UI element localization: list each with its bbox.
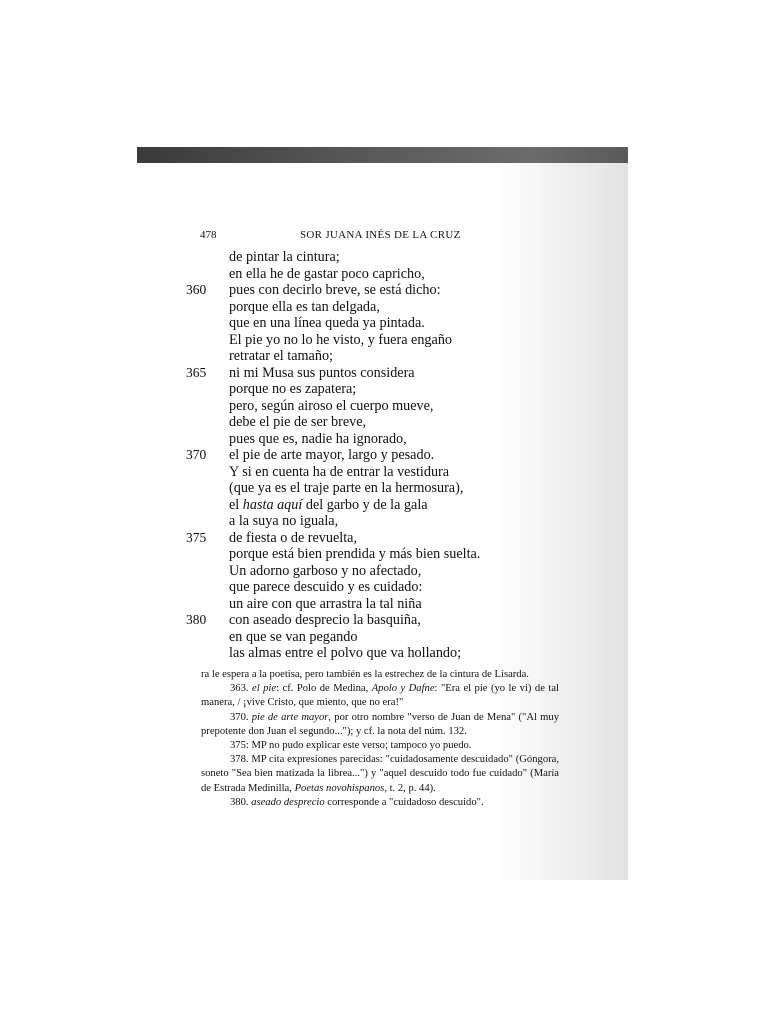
line-text: [229, 497, 428, 514]
verse-line: [0, 447, 768, 464]
line-text: debe el pie de ser breve,: [229, 414, 367, 430]
line-text: de fiesta o de revuelta,: [229, 529, 358, 546]
line-text: en que se van pegando: [229, 628, 358, 645]
line-text: porque ella es tan delgada,: [229, 298, 380, 315]
verse-line: [0, 530, 768, 547]
verse-line: [0, 579, 768, 596]
footnote-375: 375: MP no pudo explicar este verso; tampoco yo puedo.: [230, 740, 472, 752]
line-text: pues con decirlo breve, se está dicho:: [229, 282, 441, 298]
verse-line: [0, 513, 768, 530]
line-text: pero, según airoso el cuerpo mueve,: [229, 397, 434, 414]
verse-line: [0, 266, 768, 283]
line-number: 370: [186, 447, 207, 462]
verse-line: [0, 332, 768, 349]
line-text: de pintar la cintura;: [229, 249, 340, 265]
verse-line: [0, 431, 768, 448]
line-text: porque no es zapatera;: [229, 381, 357, 397]
footnote-370: 370. pie de arte mayor, por otro nombre "verso de Juan de Mena" ("Al muy prepotente don Juan el segundo..."); y cf. la nota del núm. 132.: [201, 711, 560, 737]
verse-line: [0, 365, 768, 382]
line-text: que en una línea queda ya pintada.: [229, 315, 425, 331]
line-text-part: el: [229, 496, 243, 513]
verse-line: [0, 612, 768, 629]
verse-line: [0, 299, 768, 316]
verse-line: [0, 282, 768, 299]
verse-line: [0, 563, 768, 580]
verse-line: [0, 414, 768, 431]
footnote-378: 378. MP cita expresiones parecidas: "cuidadosamente descuidado" (Góngora, soneto "Sea bien matizada la librea...") y "aquel descuido todo fue cuidado" (María de Estrada Medinilla, Poetas novohispanos, t. 2, p. 44).: [201, 754, 559, 794]
line-text-part: del garbo y de la gala: [302, 496, 428, 513]
line-text: las almas entre el polvo que va hollando;: [229, 645, 462, 661]
running-head: SOR JUANA INÉS DE LA CRUZ: [300, 229, 461, 241]
line-text: porque está bien prendida y más bien suelta.: [229, 546, 481, 562]
line-text: Un adorno garboso y no afectado,: [229, 562, 422, 579]
verse-line: [0, 348, 768, 365]
line-text: un aire con que arrastra la tal niña: [229, 595, 422, 612]
line-number: 365: [186, 364, 207, 380]
footnote-continuation: ra le espera a la poetisa, pero también es la estrechez de la cintura de Lisarda.: [201, 669, 529, 680]
footnote-380: 380. aseado desprecio corresponde a "cuidadoso descuido".: [230, 796, 484, 808]
footnote-363: 363. el pie: cf. Polo de Medina, Apolo y Dafne: "Era el pie (yo le vi) de tal manera, / ¡vive Cristo, que miento, que no era!": [201, 683, 559, 709]
line-text: a la suya no iguala,: [229, 513, 339, 529]
verse-line: [0, 480, 768, 497]
verse-line: [0, 596, 768, 613]
verse-line: [0, 398, 768, 415]
verse-line: [0, 315, 768, 332]
line-text-italic: hasta aquí: [242, 496, 303, 513]
line-number: 375: [186, 529, 207, 545]
page-number: 478: [200, 229, 217, 241]
line-text: en ella he de gastar poco capricho,: [229, 265, 425, 282]
verse-line: [0, 381, 768, 398]
line-text: el pie de arte mayor, largo y pesado.: [229, 447, 435, 463]
line-text: ni mi Musa sus puntos considera: [229, 364, 415, 381]
verse-block: [0, 249, 768, 662]
scan-edge-shadow: [137, 147, 628, 163]
line-text: que parece descuido y es cuidado:: [229, 579, 423, 595]
line-text: con aseado desprecio la basquiña,: [229, 612, 421, 628]
line-number: 360: [186, 282, 207, 297]
verse-line: [0, 546, 768, 563]
verse-line: [0, 249, 768, 266]
line-text: Y si en cuenta ha de entrar la vestidura: [229, 463, 450, 480]
line-text: El pie yo no lo he visto, y fuera engaño: [229, 331, 453, 348]
page-header: [0, 227, 768, 243]
line-number: 380: [186, 612, 207, 627]
verse-line: [0, 645, 768, 662]
line-text: (que ya es el traje parte en la hermosura),: [229, 480, 464, 496]
verse-line: [0, 629, 768, 646]
line-text: retratar el tamaño;: [229, 348, 333, 364]
line-text: pues que es, nadie ha ignorado,: [229, 430, 407, 447]
footnotes: [201, 668, 559, 810]
verse-line: [0, 497, 768, 514]
verse-line: [0, 464, 768, 481]
